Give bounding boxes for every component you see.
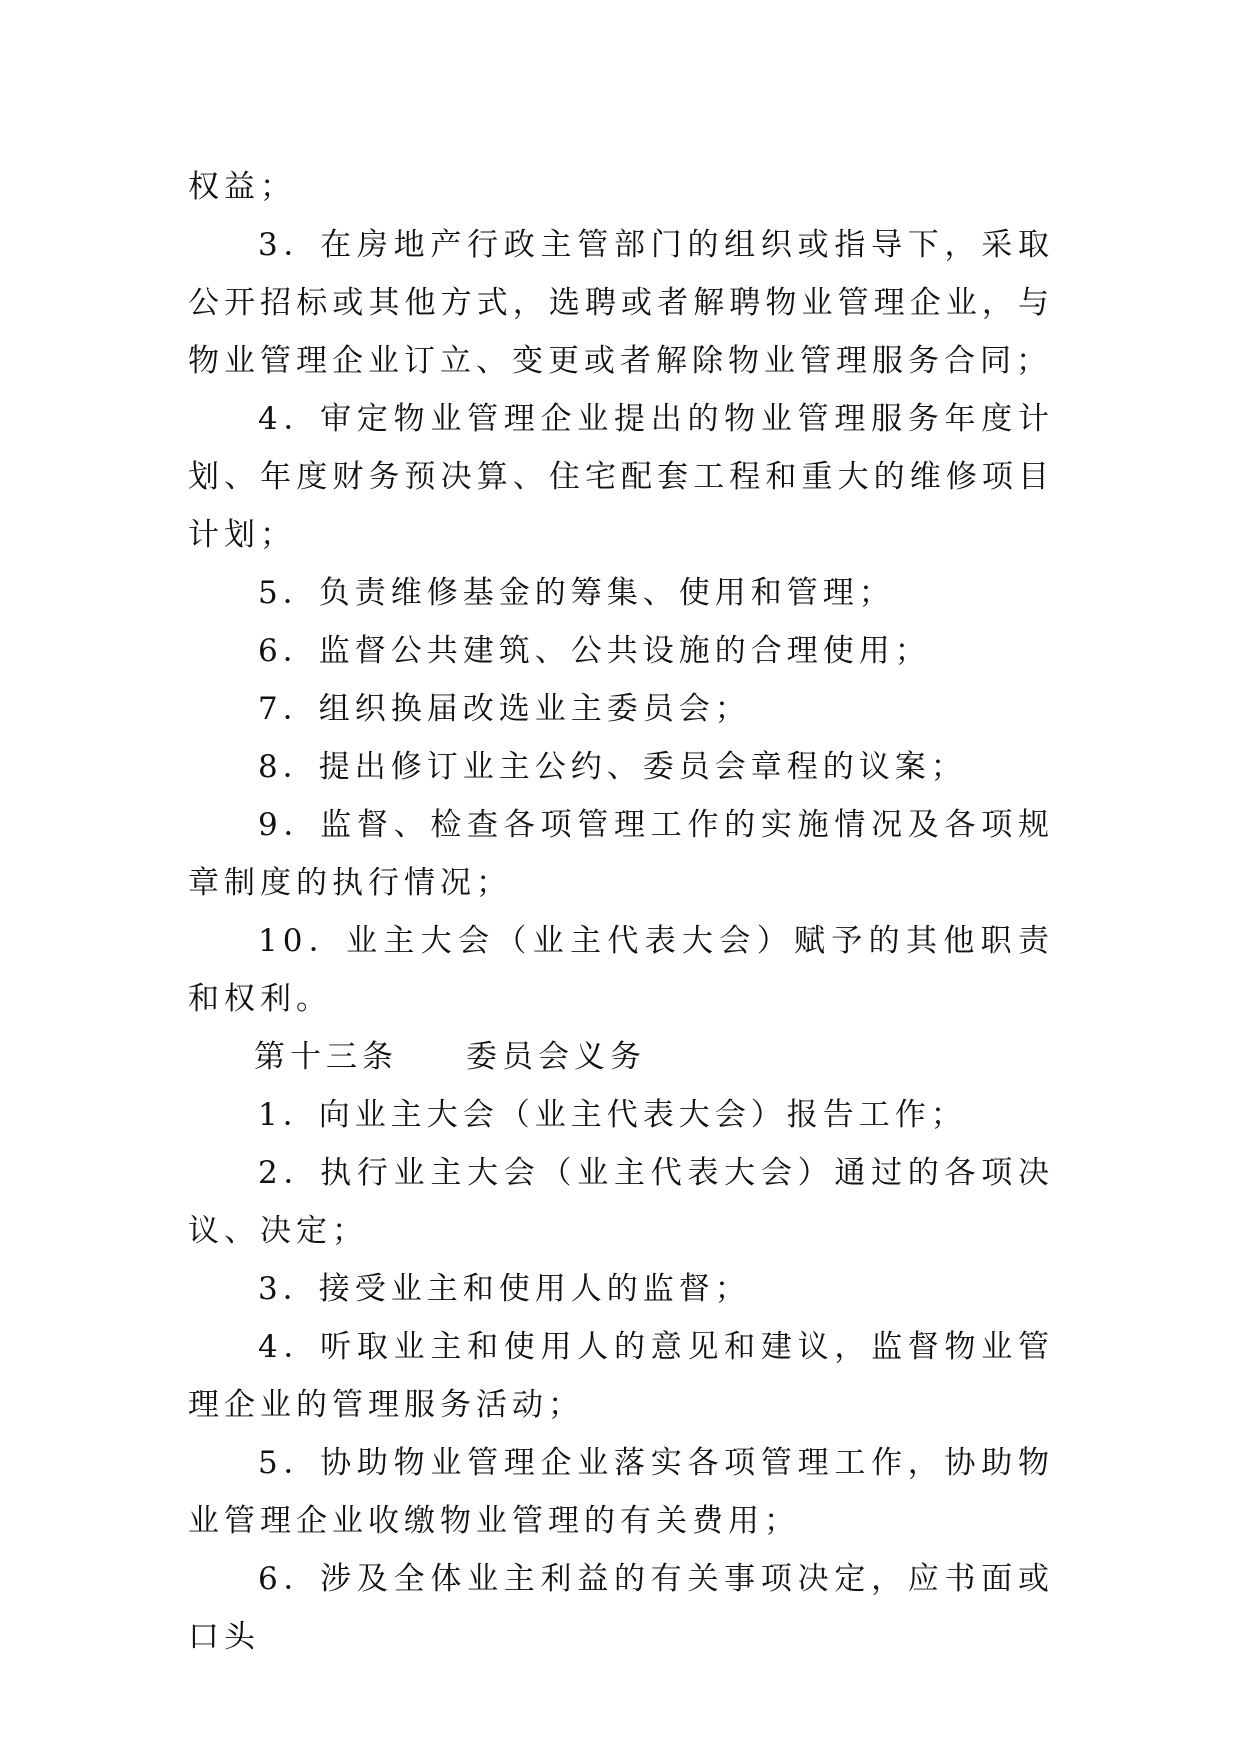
paragraph-item-10: 10．业主大会（业主代表大会）赋予的其他职责和权利。 [188, 923, 1054, 1017]
duty-item-5: 5．协助物业管理企业落实各项管理工作，协助物业管理企业收缴物业管理的有关费用； [188, 1445, 1054, 1539]
paragraph-item-9: 9．监督、检查各项管理工作的实施情况及各项规章制度的执行情况； [188, 807, 1054, 901]
paragraph-item-8: 8．提出修订业主公约、委员会章程的议案； [258, 749, 967, 785]
paragraph-item-5: 5．负责维修基金的筹集、使用和管理； [258, 575, 895, 611]
article-title: 委员会义务 [466, 1039, 646, 1075]
duty-item-1: 1．向业主大会（业主代表大会）报告工作； [258, 1097, 967, 1133]
article-number: 第十三条 [254, 1039, 398, 1075]
paragraph-item-6: 6．监督公共建筑、公共设施的合理使用； [258, 633, 931, 669]
paragraph-continuation: 权益； [188, 169, 296, 205]
duty-item-6: 6．涉及全体业主利益的有关事项决定，应书面或口头 [188, 1561, 1054, 1655]
paragraph-item-4: 4．审定物业管理企业提出的物业管理服务年度计划、年度财务预决算、住宅配套工程和重大的维修项目计划； [188, 401, 1054, 553]
duty-item-2: 2．执行业主大会（业主代表大会）通过的各项决议、决定； [188, 1155, 1054, 1249]
document-body [188, 158, 1054, 1666]
duty-item-3: 3．接受业主和使用人的监督； [258, 1271, 751, 1307]
paragraph-item-3: 3．在房地产行政主管部门的组织或指导下，采取公开招标或其他方式，选聘或者解聘物业管理企业，与物业管理企业订立、变更或者解除物业管理服务合同； [188, 227, 1054, 379]
paragraph-item-7: 7．组织换届改选业主委员会； [258, 691, 751, 727]
duty-item-4: 4．听取业主和使用人的意见和建议，监督物业管理企业的管理服务活动； [188, 1329, 1054, 1423]
article-heading [188, 1028, 1054, 1086]
